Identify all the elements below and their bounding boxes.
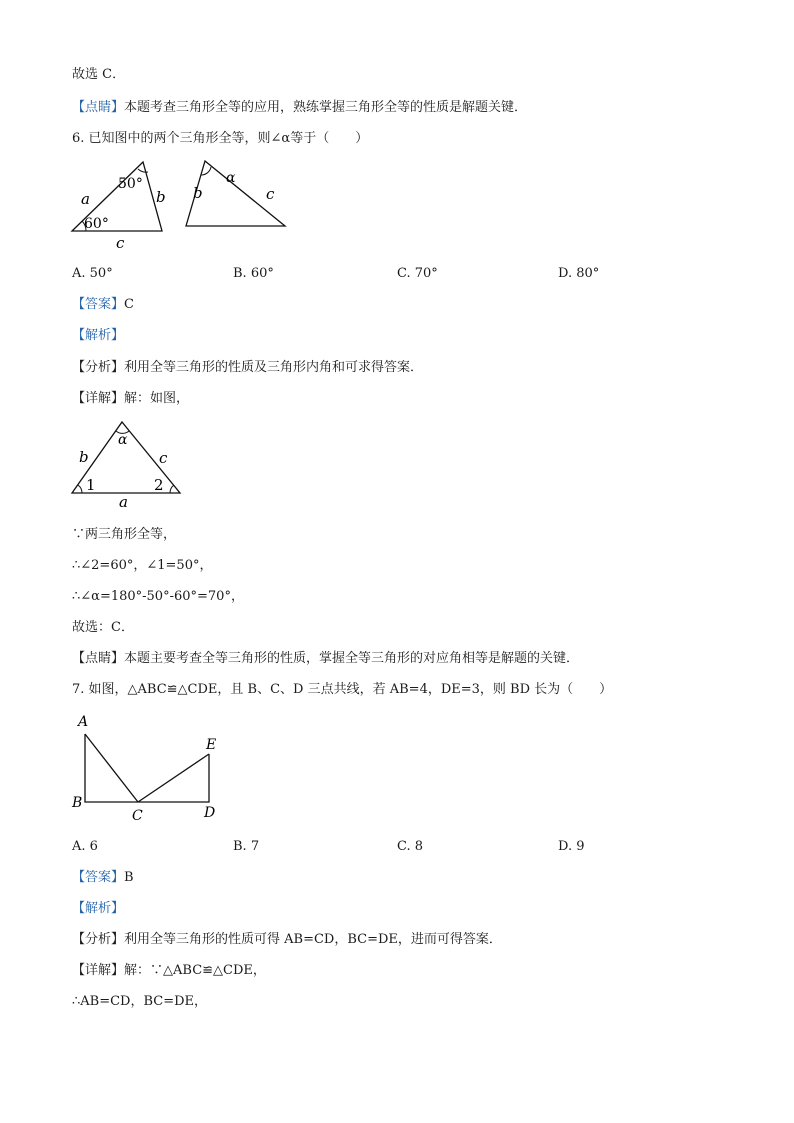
q7-fenxi-tag: 【分析】 [72, 932, 125, 947]
fig3-label-c: c [159, 449, 168, 467]
fig4-label-A: A [78, 714, 89, 730]
fig1-label-a: a [81, 190, 90, 208]
fig1-angle-50: 50° [118, 176, 143, 192]
fig3-label-a: a [119, 493, 128, 511]
q7-answer-value: B [124, 870, 134, 885]
q7-option-a: A. 6 [72, 839, 98, 854]
q7-option-c: C. 8 [397, 839, 424, 854]
q6-figure-right [180, 155, 290, 233]
q6-xiangjie-text: 解：如图， [124, 391, 190, 406]
fig2-label-c: c [266, 185, 275, 203]
q7-option-d: D. 9 [558, 839, 585, 854]
q6-dianjing-tag: 【点睛】 [72, 651, 125, 666]
q7-stem: 7. 如图，△ABC≌△CDE，且 B、C、D 三点共线，若 AB=4，DE=3，则 BD 长为（ ） [72, 682, 613, 697]
fig2-label-alpha: α [226, 170, 236, 186]
q7-jiexi-tag: 【解析】 [72, 901, 125, 916]
q6-jiexi-tag: 【解析】 [72, 328, 125, 343]
dianjing-line [72, 99, 527, 117]
q6-answer-tag: 【答案】 [72, 297, 125, 312]
q7-step-1: ∴AB=CD，BC=DE， [72, 994, 208, 1009]
fig3-label-2: 2 [154, 476, 164, 494]
q6-option-a: A. 50° [72, 266, 113, 281]
q6-stem: 6. 已知图中的两个三角形全等，则∠α等于（ ） [72, 131, 369, 146]
q6-step-3: ∴∠α=180°-50°-60°=70°， [72, 589, 244, 604]
fig1-label-b: b [156, 188, 166, 206]
fig4-label-B: B [72, 795, 83, 811]
q7-fenxi [72, 931, 502, 949]
q7-fenxi-text: 利用全等三角形的性质可得 AB=CD，BC=DE，进而可得答案． [124, 932, 502, 947]
fig1-label-c: c [116, 234, 125, 250]
q7-xiangjie-tag: 【详解】 [72, 963, 125, 978]
q6-answer [72, 296, 134, 314]
fig3-label-b: b [79, 448, 89, 466]
q6-fenxi [72, 359, 423, 377]
fig4-label-D: D [204, 805, 216, 821]
q7-xiangjie-text: 解：∵△ABC≌△CDE， [124, 963, 266, 978]
q6-figure-left [66, 158, 176, 250]
fig2-label-b: b [193, 184, 203, 202]
fig3-label-alpha: α [118, 432, 128, 448]
q7-answer [72, 869, 134, 887]
q7-answer-tag: 【答案】 [72, 870, 125, 885]
q7-xiangjie [72, 962, 266, 980]
fig4-label-E: E [206, 737, 217, 753]
q6-step-4: 故选：C． [72, 620, 134, 635]
q6-xiangjie-tag: 【详解】 [72, 391, 125, 406]
q6-solution-figure [66, 416, 188, 512]
line-guxuan: 故选 C． [72, 67, 126, 82]
q6-option-b: B. 60° [233, 266, 274, 281]
q6-option-c: C. 70° [397, 266, 438, 281]
fig3-label-1: 1 [86, 476, 96, 494]
dianjing-tag: 【点睛】 [72, 100, 125, 115]
q6-fenxi-text: 利用全等三角形的性质及三角形内角和可求得答案． [124, 360, 424, 375]
q6-option-d: D. 80° [558, 266, 600, 281]
q7-option-b: B. 7 [233, 839, 260, 854]
q7-figure [70, 710, 230, 825]
q6-xiangjie [72, 390, 189, 408]
fig1-angle-60: 60° [84, 216, 109, 232]
q6-step-1: ∵两三角形全等， [72, 527, 177, 542]
q6-dianjing [72, 650, 579, 668]
q6-fenxi-tag: 【分析】 [72, 360, 125, 375]
q6-step-2: ∴∠2=60°，∠1=50°， [72, 558, 213, 573]
q6-answer-value: C [124, 297, 134, 312]
dianjing-text: 本题考查三角形全等的应用，熟练掌握三角形全等的性质是解题关键． [124, 100, 528, 115]
fig4-label-C: C [132, 808, 143, 824]
q6-dianjing-text: 本题主要考查全等三角形的性质，掌握全等三角形的对应角相等是解题的关键． [124, 651, 580, 666]
